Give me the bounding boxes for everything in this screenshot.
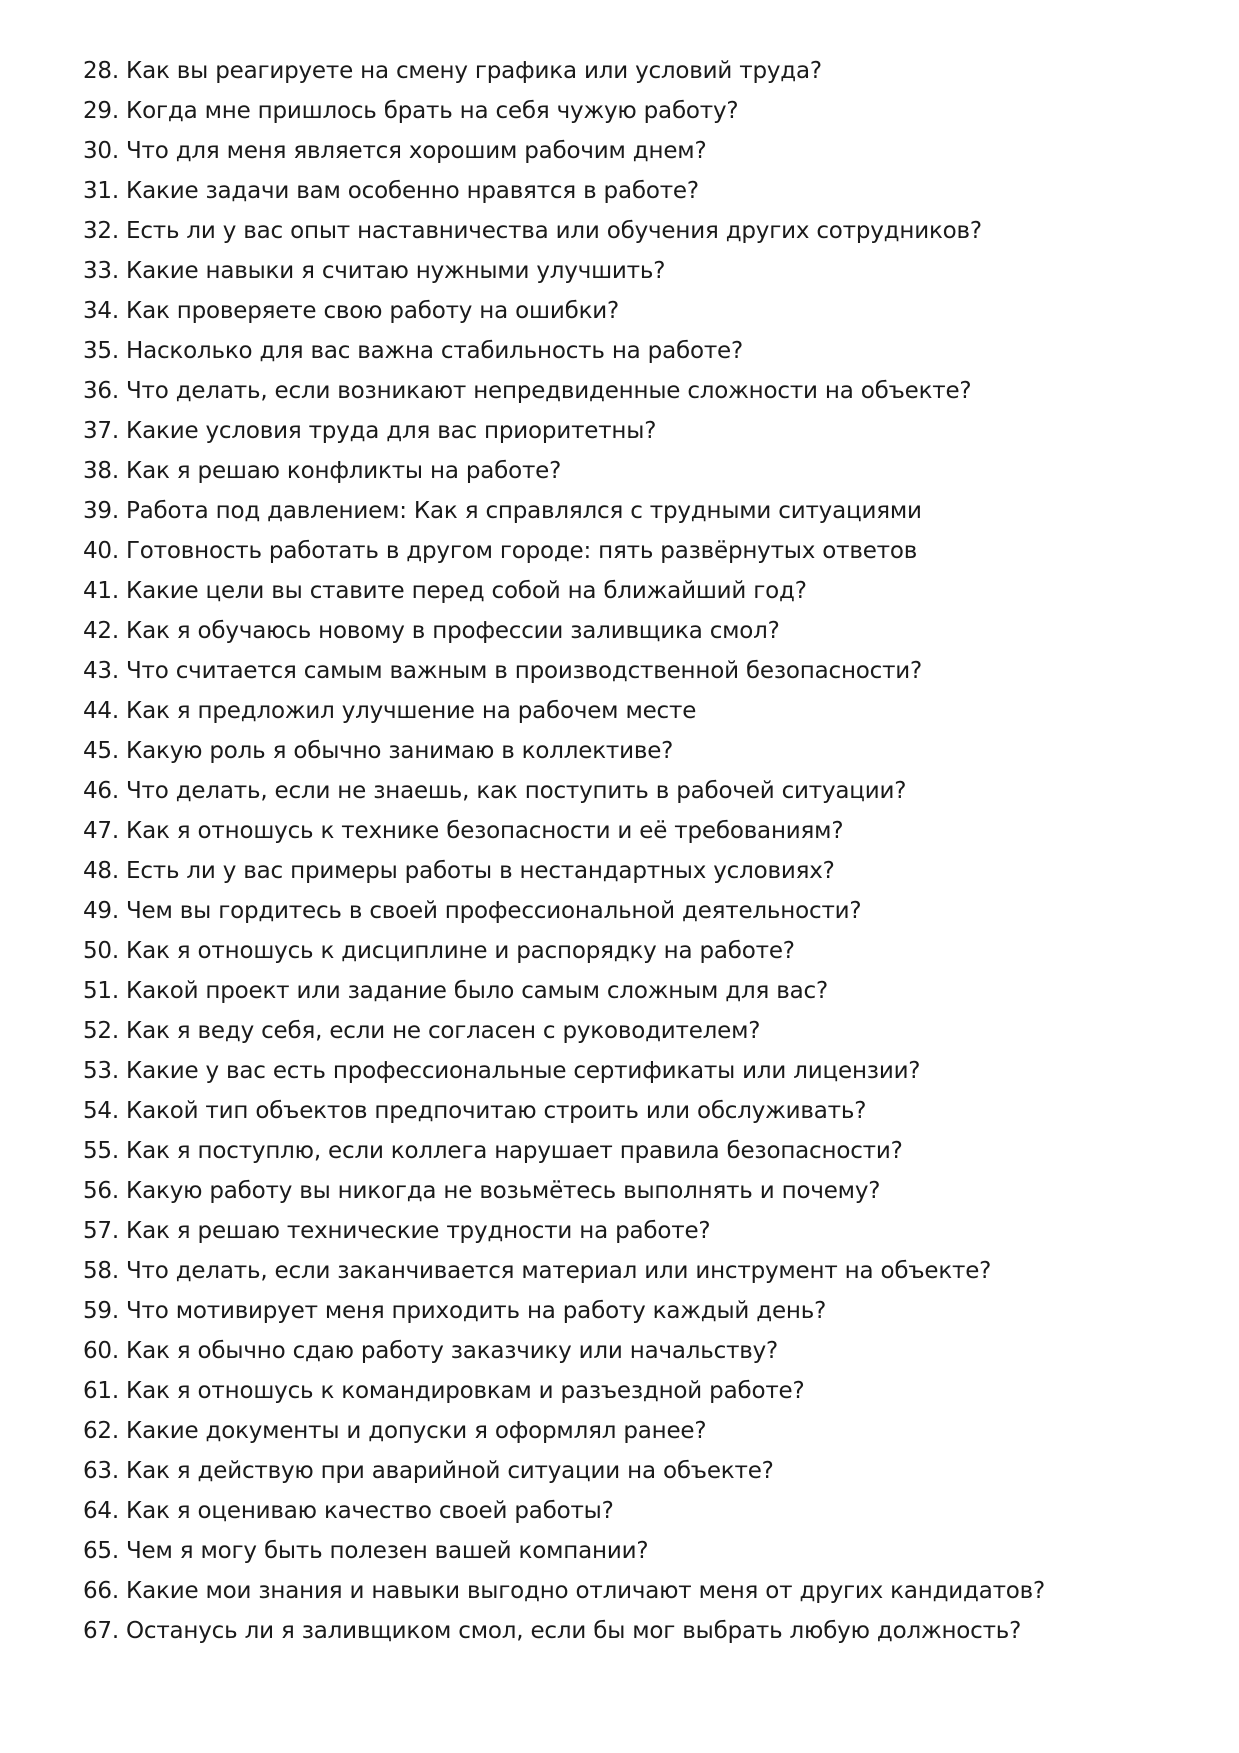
- question-number: 34.: [83, 298, 119, 324]
- question-item: [83, 698, 1203, 738]
- question-item: [83, 498, 1203, 538]
- question-item: [83, 1378, 1203, 1418]
- question-number: 46.: [83, 778, 119, 804]
- question-item: [83, 338, 1203, 378]
- question-item: [83, 938, 1203, 978]
- question-text: Какую работу вы никогда не возьмётесь выполнять и почему?: [125, 1178, 881, 1204]
- question-item: [83, 1578, 1203, 1618]
- question-number: 35.: [83, 338, 119, 364]
- question-text: Какие условия труда для вас приоритетны?: [125, 418, 657, 444]
- question-item: [83, 778, 1203, 818]
- question-number: 51.: [83, 978, 119, 1004]
- question-text: Как я оцениваю качество своей работы?: [125, 1498, 614, 1524]
- question-item: [83, 1538, 1203, 1578]
- question-text: Что делать, если заканчивается материал или инструмент на объекте?: [125, 1258, 992, 1284]
- question-item: [83, 458, 1203, 498]
- question-item: [83, 1618, 1203, 1658]
- question-text: Как я решаю конфликты на работе?: [125, 458, 562, 484]
- question-text: Как я обычно сдаю работу заказчику или начальству?: [125, 1338, 779, 1364]
- question-number: 32.: [83, 218, 119, 244]
- question-text: Как я обучаюсь новому в профессии заливщика смол?: [125, 618, 780, 644]
- question-item: [83, 658, 1203, 698]
- question-item: [83, 58, 1203, 98]
- question-item: [83, 1498, 1203, 1538]
- question-number: 30.: [83, 138, 119, 164]
- question-text: Какой проект или задание было самым сложным для вас?: [125, 978, 828, 1004]
- question-item: [83, 618, 1203, 658]
- question-number: 64.: [83, 1498, 119, 1524]
- question-item: [83, 1218, 1203, 1258]
- question-item: [83, 1338, 1203, 1378]
- question-number: 56.: [83, 1178, 119, 1204]
- question-number: 52.: [83, 1018, 119, 1044]
- question-number: 54.: [83, 1098, 119, 1124]
- question-item: [83, 378, 1203, 418]
- question-number: 36.: [83, 378, 119, 404]
- question-item: [83, 1018, 1203, 1058]
- question-text: Какой тип объектов предпочитаю строить или обслуживать?: [125, 1098, 867, 1124]
- question-text: Как я отношусь к технике безопасности и её требованиям?: [125, 818, 844, 844]
- question-text: Что мотивирует меня приходить на работу каждый день?: [125, 1298, 827, 1324]
- question-text: Как я веду себя, если не согласен с руководителем?: [125, 1018, 761, 1044]
- question-text: Что делать, если возникают непредвиденные сложности на объекте?: [125, 378, 972, 404]
- question-text: Готовность работать в другом городе: пять развёрнутых ответов: [125, 538, 918, 564]
- question-number: 62.: [83, 1418, 119, 1444]
- question-number: 53.: [83, 1058, 119, 1084]
- question-number: 28.: [83, 58, 119, 84]
- question-number: 33.: [83, 258, 119, 284]
- question-text: Что считается самым важным в производственной безопасности?: [125, 658, 923, 684]
- question-item: [83, 1458, 1203, 1498]
- question-number: 44.: [83, 698, 119, 724]
- question-text: Как я отношусь к дисциплине и распорядку на работе?: [125, 938, 795, 964]
- question-item: [83, 258, 1203, 298]
- question-number: 47.: [83, 818, 119, 844]
- question-number: 40.: [83, 538, 119, 564]
- question-number: 50.: [83, 938, 119, 964]
- question-item: [83, 418, 1203, 458]
- question-item: [83, 978, 1203, 1018]
- question-number: 38.: [83, 458, 119, 484]
- question-number: 67.: [83, 1618, 119, 1644]
- question-number: 58.: [83, 1258, 119, 1284]
- question-number: 41.: [83, 578, 119, 604]
- question-number: 29.: [83, 98, 119, 124]
- question-number: 48.: [83, 858, 119, 884]
- question-item: [83, 1178, 1203, 1218]
- question-text: Как я решаю технические трудности на работе?: [125, 1218, 711, 1244]
- question-number: 31.: [83, 178, 119, 204]
- question-text: Как я действую при аварийной ситуации на объекте?: [125, 1458, 774, 1484]
- question-number: 49.: [83, 898, 119, 924]
- question-number: 61.: [83, 1378, 119, 1404]
- question-item: [83, 98, 1203, 138]
- question-item: [83, 178, 1203, 218]
- question-number: 59.: [83, 1298, 119, 1324]
- question-number: 65.: [83, 1538, 119, 1564]
- question-item: [83, 538, 1203, 578]
- question-text: Работа под давлением: Как я справлялся с трудными ситуациями: [125, 498, 922, 524]
- question-text: Как я предложил улучшение на рабочем месте: [125, 698, 697, 724]
- question-item: [83, 1298, 1203, 1338]
- question-text: Что для меня является хорошим рабочим днем?: [125, 138, 707, 164]
- question-item: [83, 578, 1203, 618]
- question-text: Какие мои знания и навыки выгодно отличают меня от других кандидатов?: [125, 1578, 1046, 1604]
- question-text: Какие цели вы ставите перед собой на ближайший год?: [125, 578, 807, 604]
- question-text: Чем вы гордитесь в своей профессиональной деятельности?: [125, 898, 862, 924]
- question-text: Останусь ли я заливщиком смол, если бы мог выбрать любую должность?: [125, 1618, 1022, 1644]
- question-number: 60.: [83, 1338, 119, 1364]
- question-text: Какие у вас есть профессиональные сертификаты или лицензии?: [125, 1058, 921, 1084]
- question-text: Какие навыки я считаю нужными улучшить?: [125, 258, 666, 284]
- question-text: Какие документы и допуски я оформлял ранее?: [125, 1418, 707, 1444]
- question-text: Насколько для вас важна стабильность на работе?: [125, 338, 743, 364]
- question-text: Как вы реагируете на смену графика или условий труда?: [125, 58, 822, 84]
- question-text: Есть ли у вас примеры работы в нестандартных условиях?: [125, 858, 835, 884]
- question-number: 42.: [83, 618, 119, 644]
- question-item: [83, 858, 1203, 898]
- question-number: 45.: [83, 738, 119, 764]
- question-text: Как я поступлю, если коллега нарушает правила безопасности?: [125, 1138, 903, 1164]
- question-number: 57.: [83, 1218, 119, 1244]
- question-number: 66.: [83, 1578, 119, 1604]
- question-item: [83, 1058, 1203, 1098]
- question-number: 37.: [83, 418, 119, 444]
- question-text: Чем я могу быть полезен вашей компании?: [125, 1538, 649, 1564]
- question-item: [83, 1098, 1203, 1138]
- question-item: [83, 818, 1203, 858]
- question-item: [83, 1138, 1203, 1178]
- question-text: Как проверяете свою работу на ошибки?: [125, 298, 620, 324]
- question-text: Есть ли у вас опыт наставничества или обучения других сотрудников?: [125, 218, 982, 244]
- question-item: [83, 898, 1203, 938]
- question-item: [83, 138, 1203, 178]
- question-text: Когда мне пришлось брать на себя чужую работу?: [125, 98, 739, 124]
- question-number: 43.: [83, 658, 119, 684]
- question-item: [83, 218, 1203, 258]
- question-item: [83, 1418, 1203, 1458]
- question-number: 55.: [83, 1138, 119, 1164]
- question-list: [83, 58, 1203, 1658]
- question-item: [83, 1258, 1203, 1298]
- question-text: Что делать, если не знаешь, как поступить в рабочей ситуации?: [125, 778, 907, 804]
- question-number: 63.: [83, 1458, 119, 1484]
- question-item: [83, 298, 1203, 338]
- question-text: Какие задачи вам особенно нравятся в работе?: [125, 178, 699, 204]
- question-number: 39.: [83, 498, 119, 524]
- question-text: Как я отношусь к командировкам и разъездной работе?: [125, 1378, 805, 1404]
- question-item: [83, 738, 1203, 778]
- question-text: Какую роль я обычно занимаю в коллективе?: [125, 738, 674, 764]
